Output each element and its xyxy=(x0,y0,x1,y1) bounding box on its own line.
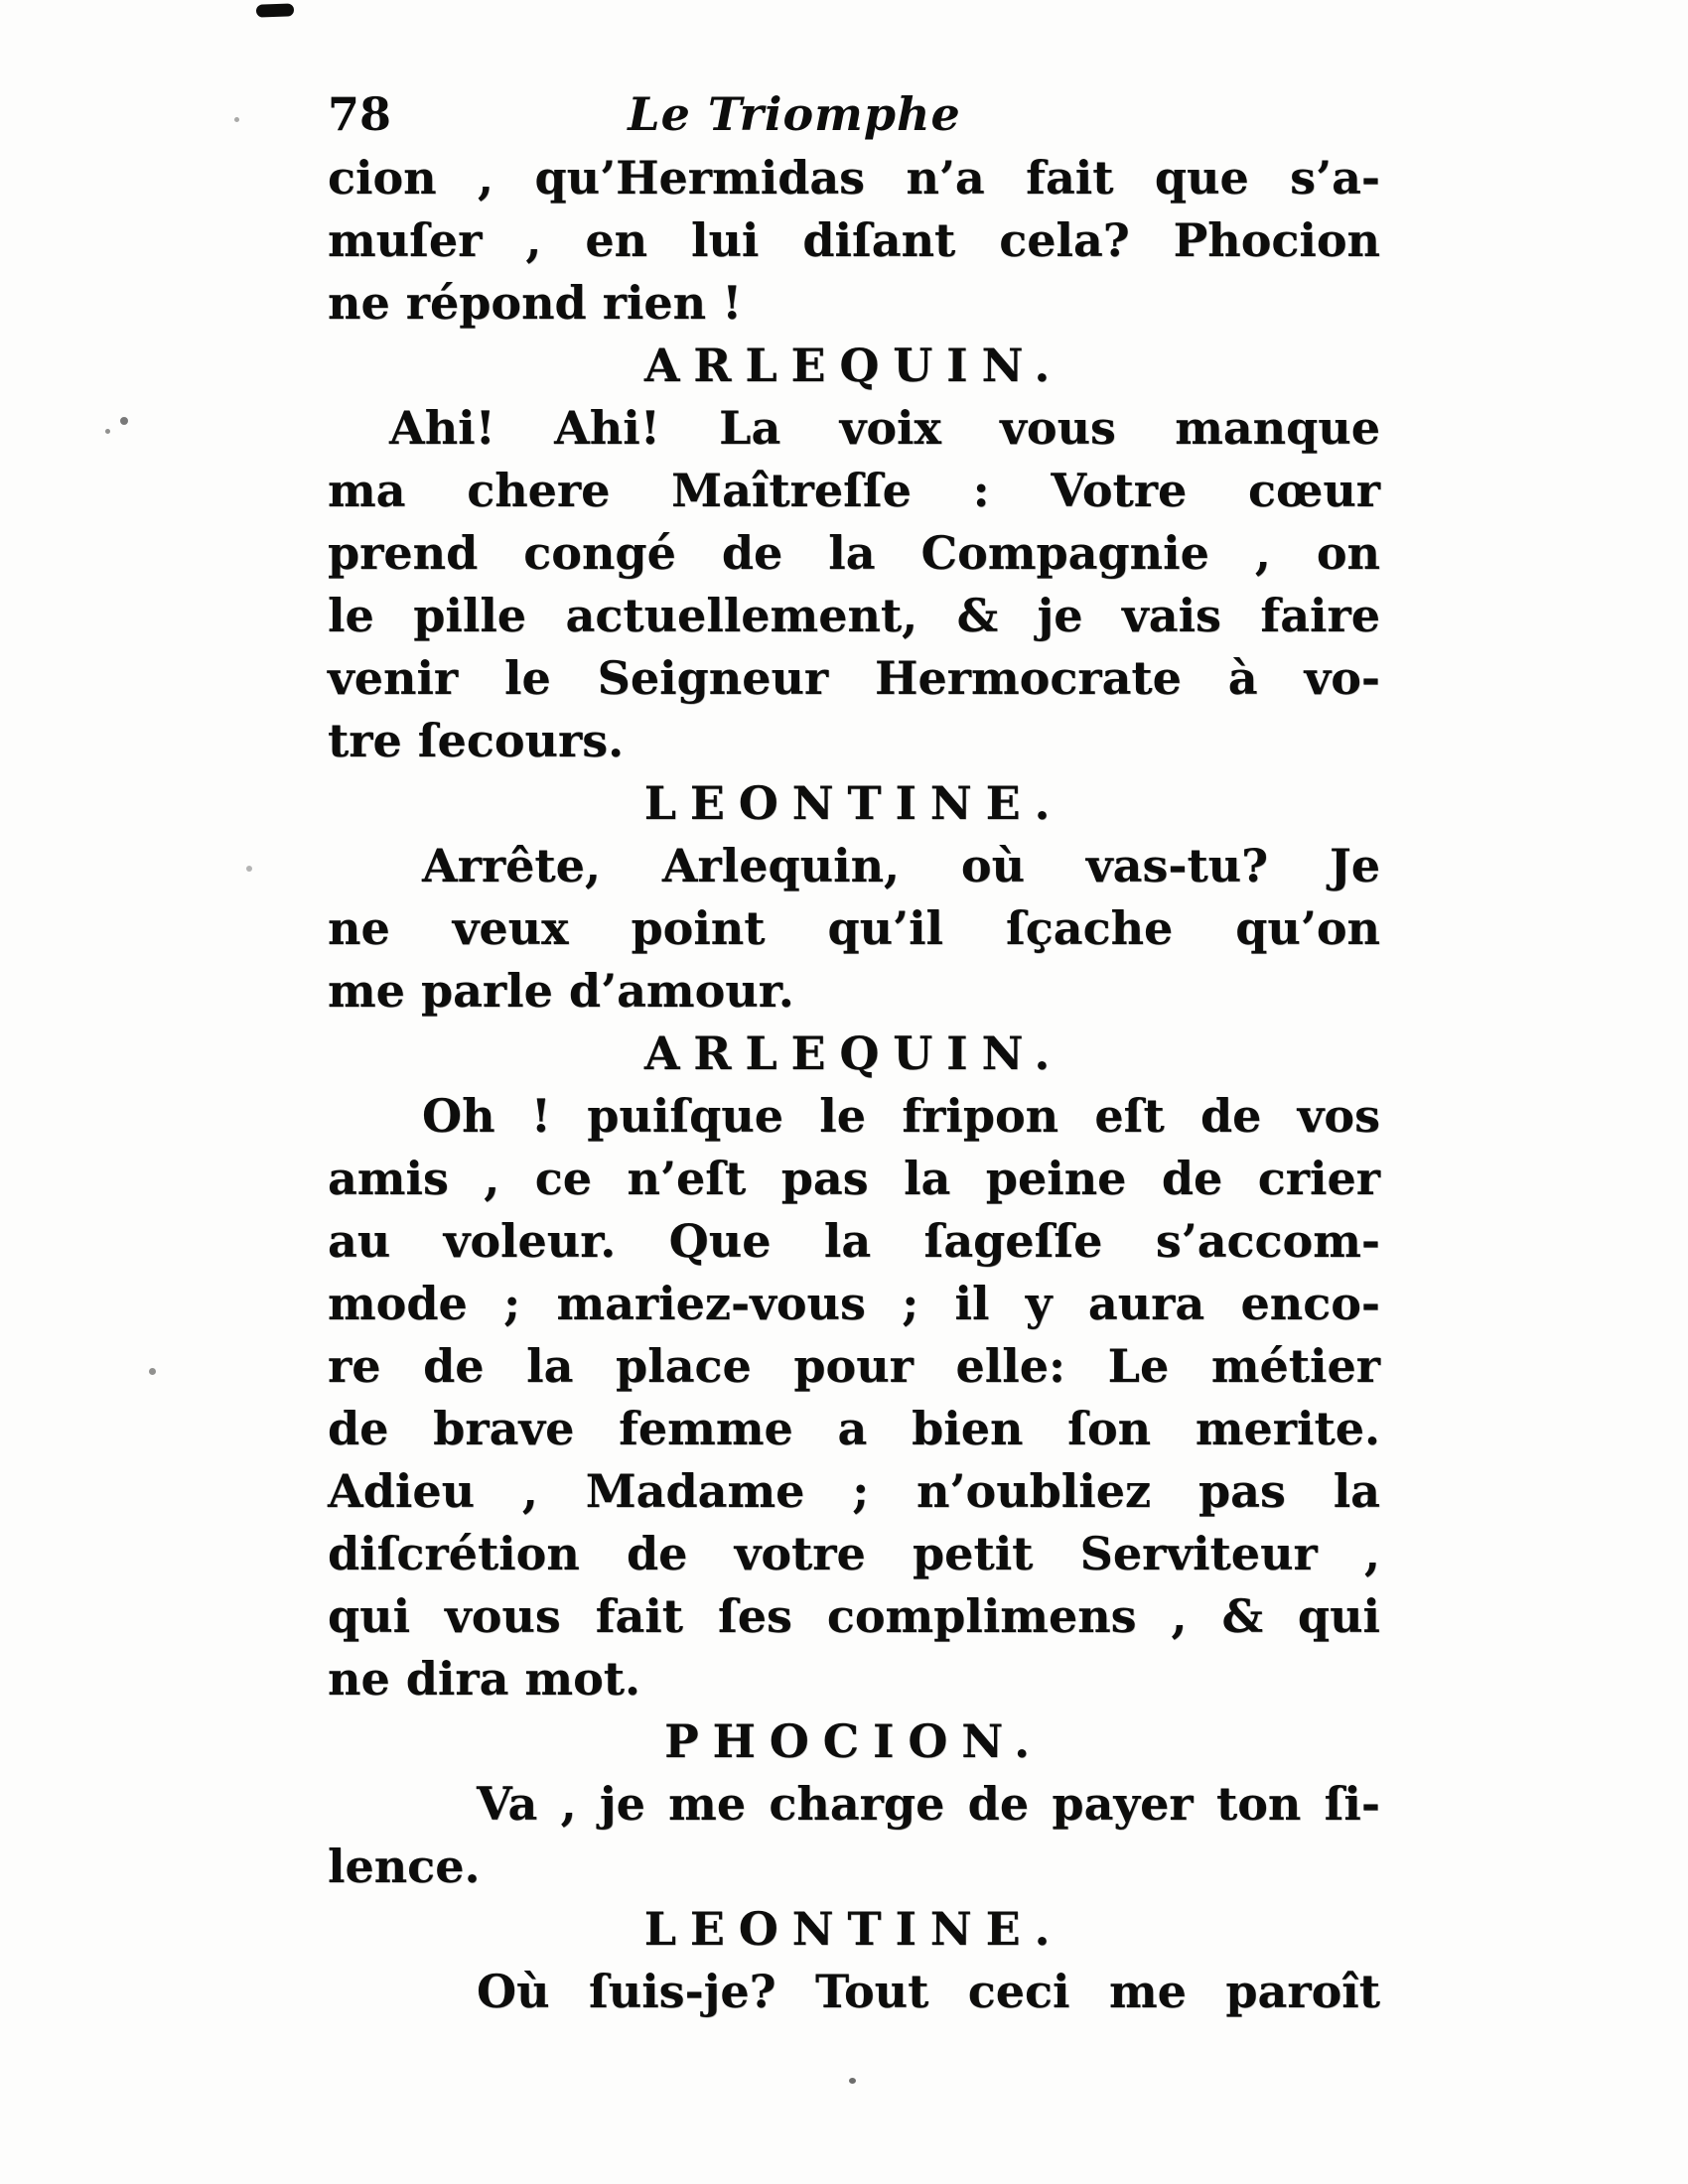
speaker-heading: PHOCION. xyxy=(664,1714,1044,1768)
body-line: mode ; mariez-vous ; il y aura enco- xyxy=(328,1277,1380,1330)
body-line: me parle d’amour. xyxy=(328,964,794,1018)
body-line: ne veux point qu’il ſçache qu’on xyxy=(328,901,1380,955)
scan-artifact-speck xyxy=(246,866,252,872)
body-line: lence. xyxy=(328,1840,481,1893)
page-header xyxy=(328,84,1380,147)
body-line: tre ſecours. xyxy=(328,714,625,767)
body-line: au voleur. Que la ſageſſe s’accom- xyxy=(328,1214,1380,1268)
body-line: Arrête, Arlequin, où vas-tu? Je xyxy=(422,839,1380,892)
body-line: qui vous fait ſes complimens , & qui xyxy=(328,1589,1380,1643)
body-line: Va , je me charge de payer ton ſi- xyxy=(477,1777,1380,1831)
speaker-heading: ARLEQUIN. xyxy=(643,1026,1064,1080)
scan-artifact-dash xyxy=(256,3,294,17)
body-line: ne dira mot. xyxy=(328,1652,641,1706)
scan-artifact-speck xyxy=(849,2078,856,2084)
body-line: le pille actuellement, & je vais faire xyxy=(328,589,1380,642)
body-line: Adieu , Madame ; n’oubliez pas la xyxy=(328,1464,1380,1518)
page-number: 78 xyxy=(328,87,392,141)
body-line: muſer , en lui diſant cela? Phocion xyxy=(328,213,1380,267)
text-column xyxy=(328,84,1380,2023)
scan-artifact-speck xyxy=(149,1368,156,1375)
body-line: de brave femme a bien ſon merite. xyxy=(328,1402,1380,1455)
body-line: prend congé de la Compagnie , on xyxy=(328,526,1380,580)
body-line: Oh ! puiſque le fripon eſt de vos xyxy=(422,1089,1380,1143)
body-line: Où ſuis-je? Tout ceci me paroît xyxy=(477,1965,1380,2018)
running-title: Le Triomphe xyxy=(628,87,961,141)
speaker-heading: ARLEQUIN. xyxy=(643,339,1064,392)
scan-artifact-speck xyxy=(120,417,128,425)
body-line: re de la place pour elle: Le métier xyxy=(328,1339,1380,1393)
body-line: ne répond rien ! xyxy=(328,276,743,330)
speaker-heading: LEONTINE. xyxy=(643,1902,1064,1956)
scan-artifact-speck xyxy=(105,429,110,434)
body-line: venir le Seigneur Hermocrate à vo- xyxy=(328,651,1380,705)
body-line: ma chere Maîtreſſe : Votre cœur xyxy=(328,464,1380,517)
scan-artifact-speck xyxy=(234,117,239,122)
body-line: Ahi! Ahi! La voix vous manque xyxy=(389,401,1380,455)
speaker-heading: LEONTINE. xyxy=(643,776,1064,830)
body-line: cion , qu’Hermidas n’a fait que s’a- xyxy=(328,151,1380,205)
body-line: amis , ce n’eſt pas la peine de crier xyxy=(328,1152,1380,1205)
body-line: diſcrétion de votre petit Serviteur , xyxy=(328,1527,1380,1580)
